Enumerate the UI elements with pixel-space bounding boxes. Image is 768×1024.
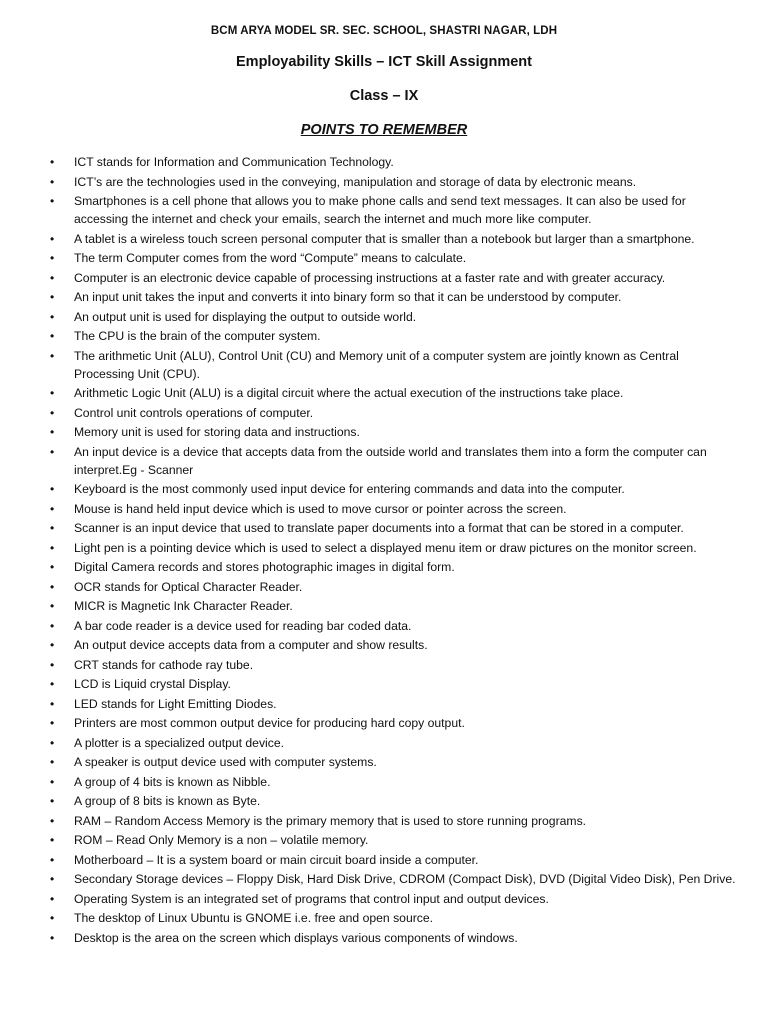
- bullet-icon: •: [50, 501, 55, 516]
- bullet-icon: •: [50, 194, 55, 208]
- list-item-text: An output device accepts data from a computer and show results.: [74, 638, 428, 652]
- bullet-icon: •: [50, 251, 55, 265]
- list-item: [48, 423, 738, 441]
- bullet-icon: •: [50, 794, 55, 808]
- class-label: Class – IX: [349, 88, 419, 104]
- list-item: [48, 173, 738, 191]
- bullet-icon: •: [50, 813, 55, 828]
- list-item-text: Desktop is the area on the screen which displays various components of windows.: [74, 930, 518, 945]
- section-title: POINTS TO REMEMBER: [300, 122, 468, 138]
- list-item: [48, 851, 738, 869]
- bullet-icon: •: [50, 638, 55, 652]
- bullet-icon: •: [50, 309, 55, 324]
- bullet-icon: •: [50, 755, 55, 769]
- list-item: [48, 327, 738, 345]
- list-item-text: A group of 4 bits is known as Nibble.: [74, 774, 271, 789]
- bullet-icon: •: [50, 521, 55, 535]
- school-name: BCM ARYA MODEL SR. SEC. SCHOOL, SHASTRI NAGAR, LDH: [210, 25, 558, 37]
- bullet-icon: •: [50, 930, 55, 945]
- bullet-icon: •: [50, 579, 55, 594]
- bullet-icon: •: [50, 174, 55, 189]
- list-item-text: A bar code reader is a device used for reading bar coded data.: [74, 618, 412, 633]
- bullet-icon: •: [50, 444, 55, 459]
- list-item: [48, 909, 738, 927]
- list-item-text: The arithmetic Unit (ALU), Control Unit (CU) and Memory unit of a computer system are jointly known as Central Processing Unit (CPU).: [74, 348, 679, 381]
- list-item-text: Secondary Storage devices – Floppy Disk, Hard Disk Drive, CDROM (Compact Disk), DVD (Digital Video Disk), Pen Drive.: [74, 872, 736, 886]
- list-item: [48, 558, 738, 576]
- bullet-icon: •: [50, 735, 55, 750]
- list-item: [48, 695, 738, 713]
- list-item: [48, 617, 738, 635]
- list-item: [48, 153, 738, 171]
- list-item: [48, 443, 738, 479]
- bullet-icon: •: [50, 657, 55, 672]
- list-item: [48, 890, 738, 908]
- list-item-text: Operating System is an integrated set of programs that control input and output devices.: [74, 891, 549, 906]
- list-item-text: Smartphones is a cell phone that allows you to make phone calls and send text messages. It can also be used for accessing the internet and check your emails, search the internet and much more like computer.: [74, 194, 686, 226]
- list-item-text: LCD is Liquid crystal Display.: [74, 677, 231, 691]
- list-item-text: Mouse is hand held input device which is used to move cursor or pointer across the screen.: [74, 501, 567, 516]
- list-item-text: CRT stands for cathode ray tube.: [74, 657, 254, 672]
- bullet-icon: •: [50, 231, 55, 246]
- bullet-icon: •: [50, 716, 55, 730]
- list-item: [48, 597, 738, 615]
- list-item-text: Digital Camera records and stores photographic images in digital form.: [74, 560, 455, 574]
- list-item-text: OCR stands for Optical Character Reader.: [74, 579, 303, 594]
- bullet-icon: •: [50, 833, 55, 847]
- list-item: [48, 308, 738, 326]
- list-item: [48, 539, 738, 557]
- bullet-icon: •: [50, 405, 55, 420]
- list-item-text: A tablet is a wireless touch screen personal computer that is smaller than a notebook but larger than a smartphone.: [74, 231, 695, 246]
- list-item: [48, 230, 738, 248]
- bullet-icon: •: [50, 329, 55, 343]
- list-item: [48, 812, 738, 830]
- list-item: [48, 753, 738, 771]
- bullet-icon: •: [50, 677, 55, 691]
- bullet-icon: •: [50, 872, 55, 886]
- bullet-icon: •: [50, 270, 55, 285]
- list-item-text: MICR is Magnetic Ink Character Reader.: [74, 599, 293, 613]
- bullet-icon: •: [50, 774, 55, 789]
- list-item-text: Keyboard is the most commonly used input device for entering commands and data into the computer.: [74, 482, 625, 496]
- bullet-icon: •: [50, 348, 55, 363]
- list-item-text: An input unit takes the input and converts it into binary form so that it can be understood by computer.: [74, 290, 622, 304]
- list-item-text: A plotter is a specialized output device.: [74, 735, 285, 750]
- list-item: [48, 714, 738, 732]
- list-item: [48, 384, 738, 402]
- list-item: [48, 404, 738, 422]
- list-item: [48, 519, 738, 537]
- list-item-text: ICT’s are the technologies used in the conveying, manipulation and storage of data by electronic means.: [74, 174, 637, 189]
- list-item: [48, 249, 738, 267]
- list-item-text: RAM – Random Access Memory is the primary memory that is used to store running programs.: [74, 813, 587, 828]
- list-item: [48, 578, 738, 596]
- list-item-text: The desktop of Linux Ubuntu is GNOME i.e. free and open source.: [74, 911, 434, 925]
- assignment-title: Employability Skills – ICT Skill Assignment: [236, 54, 532, 70]
- list-item-text: Light pen is a pointing device which is used to select a displayed menu item or draw pictures on the monitor screen.: [74, 540, 697, 555]
- bullet-icon: •: [50, 560, 55, 574]
- list-item: [48, 636, 738, 654]
- bullet-icon: •: [50, 891, 55, 906]
- list-item-text: The term Computer comes from the word “Compute” means to calculate.: [74, 251, 467, 265]
- bullet-icon: •: [50, 618, 55, 633]
- list-item-text: Arithmetic Logic Unit (ALU) is a digital circuit where the actual execution of the instructions take place.: [74, 386, 624, 400]
- list-item: [48, 288, 738, 306]
- bullet-icon: •: [50, 386, 55, 400]
- list-item-text: Motherboard – It is a system board or main circuit board inside a computer.: [74, 852, 479, 867]
- bullet-icon: •: [50, 852, 55, 867]
- bullet-icon: •: [50, 155, 55, 169]
- list-item-text: An output unit is used for displaying the output to outside world.: [74, 309, 417, 324]
- list-item: [48, 792, 738, 810]
- list-item-text: ICT stands for Information and Communication Technology.: [74, 155, 394, 169]
- bullet-icon: •: [50, 696, 55, 711]
- list-item-text: The CPU is the brain of the computer system.: [74, 329, 321, 343]
- list-item: [48, 929, 738, 947]
- bullet-icon: •: [50, 540, 55, 555]
- bullet-icon: •: [50, 290, 55, 304]
- bullet-icon: •: [50, 425, 55, 439]
- list-item: [48, 734, 738, 752]
- list-item-text: LED stands for Light Emitting Diodes.: [74, 696, 277, 711]
- list-item-text: A group of 8 bits is known as Byte.: [74, 794, 261, 808]
- list-item-text: Scanner is an input device that used to translate paper documents into a format that can be stored in a computer.: [74, 521, 684, 535]
- bullet-icon: •: [50, 482, 55, 496]
- bullet-icon: •: [50, 599, 55, 613]
- list-item: [48, 831, 738, 849]
- points-list: [48, 153, 738, 948]
- list-item: [48, 347, 738, 383]
- list-item-text: Computer is an electronic device capable of processing instructions at a faster rate and with greater accuracy.: [74, 270, 666, 285]
- list-item: [48, 500, 738, 518]
- list-item-text: Memory unit is used for storing data and instructions.: [74, 425, 360, 439]
- list-item: [48, 675, 738, 693]
- bullet-icon: •: [50, 911, 55, 925]
- list-item-text: Printers are most common output device for producing hard copy output.: [74, 716, 465, 730]
- list-item-text: Control unit controls operations of computer.: [74, 405, 314, 420]
- list-item-text: ROM – Read Only Memory is a non – volatile memory.: [74, 833, 369, 847]
- list-item: [48, 480, 738, 498]
- list-item: [48, 269, 738, 287]
- list-item-text: A speaker is output device used with computer systems.: [74, 755, 377, 769]
- list-item: [48, 656, 738, 674]
- list-item: [48, 773, 738, 791]
- list-item: [48, 192, 738, 228]
- list-item-text: An input device is a device that accepts data from the outside world and translates them into a form the computer can interpret.Eg - Scanner: [74, 444, 707, 477]
- list-item: [48, 870, 738, 888]
